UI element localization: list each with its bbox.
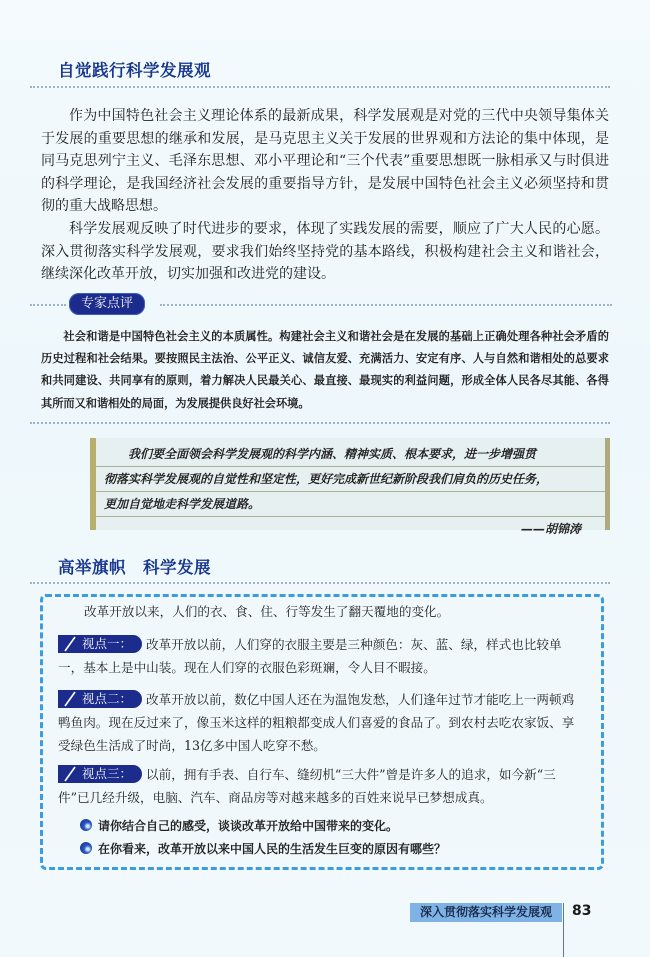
dotted-divider	[30, 582, 610, 584]
quote-author: ——胡锦涛	[520, 522, 581, 536]
question-text: 在你看来，改革开放以来中国人民的生活发生巨变的原因有哪些？	[98, 842, 447, 856]
expert-comment-badge: 专家点评	[69, 293, 145, 315]
quote-line: 我们要全面领会科学发展观的科学内涵、精神实质、根本要求，进一步增强贯	[96, 442, 605, 467]
quote-box	[90, 438, 610, 536]
dotted-divider	[30, 86, 610, 88]
viewpoint-badge	[58, 635, 142, 653]
viewpoint-text: 以前，拥有手表、自行车、缝纫机“三大件”曾是许多人的追求，如今新“三件”已几经升级，电脑、汽车、商品房等对越来越多的百姓来说早已梦想成真。	[58, 767, 556, 805]
section-title-practice: 自觉践行科学发展观	[58, 61, 211, 80]
viewpoint-2	[58, 688, 582, 757]
viewpoint-label: 视点一：	[82, 636, 133, 651]
quote-line: 彻落实科学发展观的自觉性和坚定性，更好完成新世纪新阶段我们肩负的历史任务，	[96, 467, 605, 492]
section-title-banner: 高举旗帜 科学发展	[58, 558, 211, 577]
viewpoint-label: 视点三：	[82, 766, 133, 781]
bullet-ball-icon	[80, 842, 92, 854]
slash-icon	[64, 691, 76, 707]
activity-intro: 改革开放以来，人们的衣、食、住、行等发生了翻天覆地的变化。	[84, 604, 450, 619]
question-item	[80, 815, 398, 837]
viewpoint-text: 改革开放以前，数亿中国人还在为温饱发愁，人们逢年过节才能吃上一两顿鸡鸭鱼肉。现在反过来了，像玉米这样的粗粮都变成人们喜爱的食品了。到农村去吃农家饭、享受绿色生活成了时尚，13亿多中国人吃穿不愁。	[58, 692, 575, 753]
footer-rule	[563, 903, 564, 957]
slash-icon	[64, 636, 76, 652]
page-number: 83	[572, 903, 592, 919]
dotted-divider	[30, 304, 66, 306]
quote-line: 更加自觉地走科学发展道路。	[96, 492, 605, 517]
question-text: 请你结合自己的感受，谈谈改革开放给中国带来的变化。	[98, 819, 399, 833]
dotted-divider	[160, 304, 612, 306]
paragraph: 科学发展观反映了时代进步的要求，体现了实践发展的需要，顺应了广大人民的心愿。深入贯彻落实科学发展观，要求我们始终坚持党的基本路线，积极构建社会主义和谐社会，继续深化改革开放，切实加强和改进党的建设。	[41, 220, 609, 283]
viewpoint-3	[58, 763, 582, 809]
viewpoint-1	[58, 633, 582, 679]
paragraph: 作为中国特色社会主义理论体系的最新成果，科学发展观是对党的三代中央领导集体关于发展的重要思想的继承和发展，是马克思主义关于发展的世界观和方法论的集中体现，是同马克思列宁主义、毛泽东思想、邓小平理论和“三个代表”重要思想既一脉相承又与时俱进的科学理论，是我国经济社会发展的重要指导方针，是发展中国特色社会主义必须坚持和贯彻的重大战略思想。	[41, 108, 609, 215]
slash-icon	[64, 766, 76, 782]
section1-body	[41, 105, 609, 286]
expert-comment-text: 社会和谐是中国特色社会主义的本质属性。构建社会主义和谐社会是在发展的基础上正确处理各种社会矛盾的历史过程和社会结果。要按照民主法治、公平正义、诚信友爱、充满活力、安定有序、人与自然和谐相处的总要求和共同建设、共同享有的原则，着力解决人民最关心、最直接、最现实的利益问题，形成全体人民各尽其能、各得其所而又和谐相处的局面，为发展提供良好社会环境。	[41, 329, 609, 410]
viewpoint-badge	[58, 765, 142, 783]
dotted-divider	[30, 422, 610, 424]
viewpoint-label: 视点二：	[82, 691, 133, 706]
viewpoint-badge	[58, 690, 142, 708]
bullet-ball-icon	[80, 819, 92, 831]
chapter-footer-label: 深入贯彻落实科学发展观	[410, 903, 562, 922]
question-item	[80, 838, 446, 860]
viewpoint-text: 改革开放以前，人们穿的衣服主要是三种颜色：灰、蓝、绿，样式也比较单一，基本上是中山装。现在人们穿的衣服色彩斑斓，令人目不暇接。	[58, 637, 562, 675]
